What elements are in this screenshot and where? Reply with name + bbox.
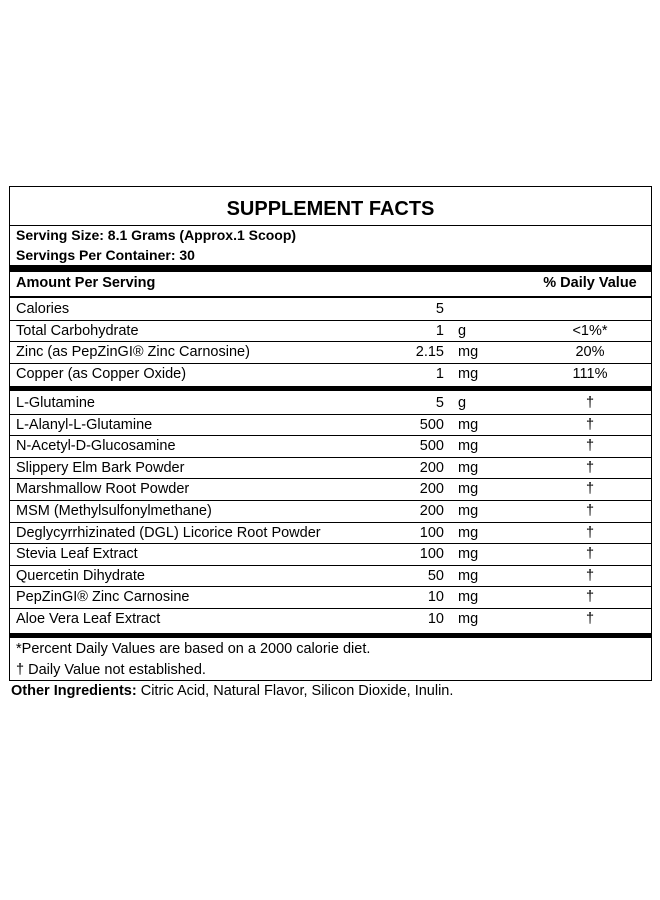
ingredient-amount: 500 — [419, 416, 444, 433]
ingredient-name: Deglycyrrhizinated (DGL) Licorice Root Powder — [16, 524, 321, 541]
ingredient-amount: 50 — [427, 567, 444, 584]
group-divider — [10, 386, 651, 391]
title-divider — [10, 225, 651, 226]
ingredient-daily-value: † — [585, 546, 595, 563]
ingredient-amount: 2.15 — [415, 344, 444, 361]
ingredient-amount: 100 — [419, 546, 444, 563]
ingredient-row — [10, 566, 651, 588]
panel-title: SUPPLEMENT FACTS — [226, 198, 435, 220]
ingredient-amount: 100 — [419, 524, 444, 541]
ingredient-amount: 1 — [435, 322, 444, 339]
ingredient-row — [10, 299, 651, 321]
ingredient-amount: 5 — [435, 395, 444, 411]
ingredient-daily-value: † — [585, 459, 595, 476]
other-ingredients-text: Citric Acid, Natural Flavor, Silicon Dioxide, Inulin. — [136, 683, 454, 699]
ingredient-row — [10, 415, 651, 437]
ingredient-name: Marshmallow Root Powder — [16, 481, 190, 498]
ingredient-amount: 500 — [419, 438, 444, 455]
ingredient-daily-value: † — [585, 416, 595, 433]
ingredient-row — [10, 609, 651, 631]
ingredient-amount: 200 — [419, 459, 444, 476]
ingredient-row — [10, 393, 651, 415]
servings-per-container: Servings Per Container: 30 — [16, 247, 195, 263]
ingredient-daily-value: † — [585, 438, 595, 455]
ingredient-amount: 1 — [435, 365, 444, 382]
ingredient-daily-value: 111% — [572, 365, 608, 382]
ingredient-row — [10, 364, 651, 386]
ingredient-daily-value: † — [585, 567, 595, 584]
ingredient-unit: g — [458, 322, 467, 339]
ingredient-daily-value: † — [585, 481, 595, 498]
ingredient-name: PepZinGI® Zinc Carnosine — [16, 589, 190, 606]
ingredient-name: Zinc (as PepZinGI® Zinc Carnosine) — [16, 344, 250, 361]
ingredient-row — [10, 544, 651, 566]
ingredient-name: Calories — [16, 301, 70, 317]
ingredient-unit: mg — [458, 567, 479, 584]
ingredient-name: L-Alanyl-L-Glutamine — [16, 416, 153, 433]
ingredient-amount: 5 — [435, 301, 444, 317]
footnote-dagger: † Daily Value not established. — [16, 662, 206, 678]
other-ingredients — [11, 683, 453, 699]
ingredient-daily-value: <1%* — [572, 322, 608, 339]
ingredient-name: Slippery Elm Bark Powder — [16, 459, 185, 476]
ingredient-unit: g — [458, 395, 467, 411]
serving-size: Serving Size: 8.1 Grams (Approx.1 Scoop) — [16, 227, 297, 243]
header-divider — [10, 296, 651, 298]
ingredient-name: L-Glutamine — [16, 395, 95, 411]
ingredient-amount: 10 — [427, 589, 444, 606]
ingredient-unit: mg — [458, 589, 479, 606]
ingredient-row — [10, 436, 651, 458]
ingredient-row — [10, 458, 651, 480]
ingredient-daily-value: † — [585, 395, 595, 411]
ingredient-name: Stevia Leaf Extract — [16, 546, 138, 563]
ingredient-name: MSM (Methylsulfonylmethane) — [16, 503, 212, 519]
ingredient-daily-value: † — [585, 611, 595, 627]
ingredient-unit: mg — [458, 416, 479, 433]
ingredient-amount: 200 — [419, 481, 444, 498]
ingredient-unit: mg — [458, 481, 479, 498]
ingredient-row — [10, 321, 651, 343]
ingredient-unit: mg — [458, 611, 479, 627]
ingredient-name: Quercetin Dihydrate — [16, 567, 145, 584]
ingredient-unit: mg — [458, 524, 479, 541]
amount-per-serving-header: Amount Per Serving — [16, 275, 156, 291]
ingredient-daily-value: † — [585, 503, 595, 519]
ingredient-daily-value: † — [585, 589, 595, 606]
supplement-facts-panel — [9, 186, 652, 681]
ingredient-unit: mg — [458, 344, 479, 361]
ingredient-name: N-Acetyl-D-Glucosamine — [16, 438, 176, 455]
ingredient-unit: mg — [458, 459, 479, 476]
ingredient-row — [10, 342, 651, 364]
ingredient-row — [10, 523, 651, 545]
footnote-divider — [10, 633, 651, 638]
ingredient-name: Total Carbohydrate — [16, 322, 139, 339]
ingredient-row — [10, 501, 651, 523]
ingredient-unit: mg — [458, 365, 479, 382]
thick-divider — [10, 265, 651, 272]
ingredient-name: Aloe Vera Leaf Extract — [16, 611, 161, 627]
ingredient-amount: 200 — [419, 503, 444, 519]
ingredient-unit: mg — [458, 438, 479, 455]
ingredient-row — [10, 587, 651, 609]
ingredient-unit: mg — [458, 546, 479, 563]
ingredient-amount: 10 — [427, 611, 444, 627]
ingredient-unit: mg — [458, 503, 479, 519]
daily-value-header: % Daily Value — [543, 275, 637, 291]
ingredient-daily-value: 20% — [575, 344, 605, 361]
ingredient-row — [10, 479, 651, 501]
ingredient-daily-value: † — [585, 524, 595, 541]
other-ingredients-label: Other Ingredients: — [11, 683, 137, 699]
footnote-percent: *Percent Daily Values are based on a 2000 calorie diet. — [16, 641, 371, 657]
ingredient-name: Copper (as Copper Oxide) — [16, 365, 187, 382]
